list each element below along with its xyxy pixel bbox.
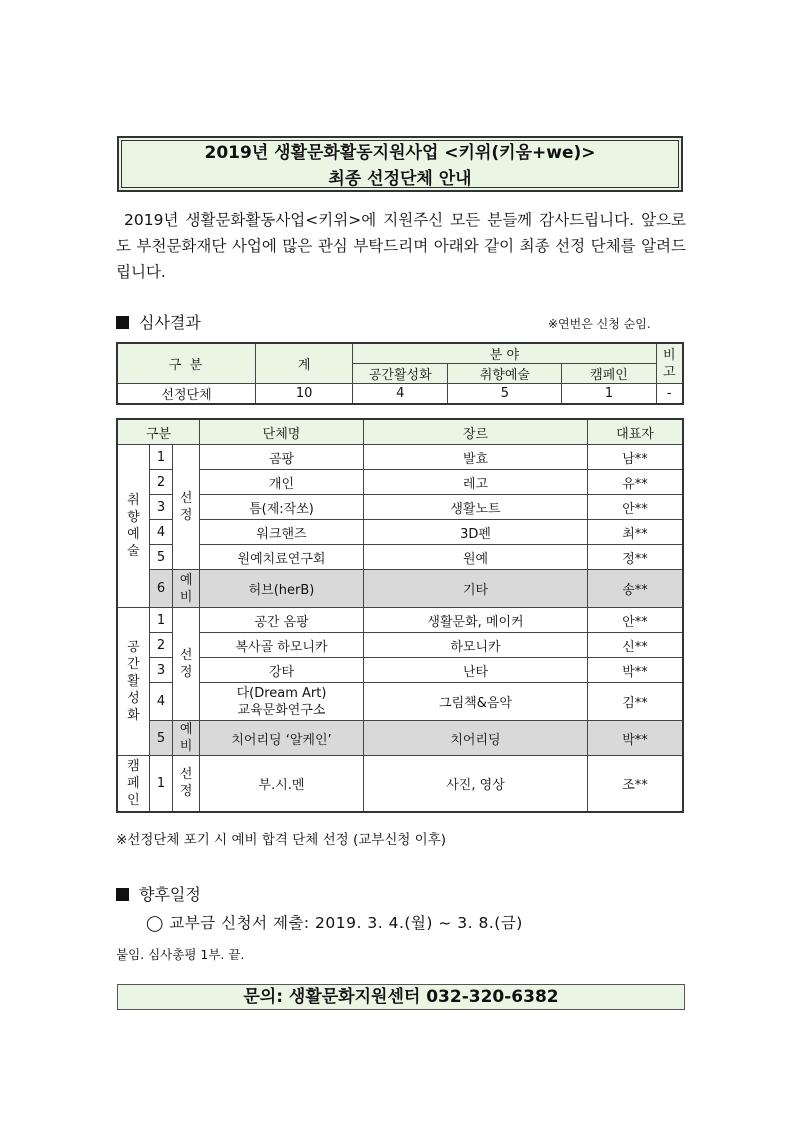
summary-table (116, 342, 684, 405)
summary-header-category: 구 분 (117, 343, 256, 384)
section-schedule-heading (116, 882, 201, 905)
status-reserve: 예 비 (173, 570, 200, 608)
row-number: 5 (149, 721, 173, 756)
schedule-item: ◯ 교부금 신청서 제출: 2019. 3. 4.(월) ~ 3. 8.(금) (146, 914, 523, 932)
representative: 남** (588, 445, 684, 470)
table-row (117, 608, 683, 633)
summary-row-value-2: 1 (562, 384, 656, 405)
status-selected: 선 정 (173, 608, 200, 721)
row-number: 1 (149, 445, 173, 470)
status-selected: 선 정 (173, 756, 200, 812)
row-number: 1 (149, 756, 173, 812)
title-line2: 최종 선정단체 안내 (328, 169, 472, 189)
square-bullet-icon (116, 316, 129, 329)
order-note: ※연번은 신청 순임. (548, 317, 651, 331)
detail-header-name: 단체명 (200, 419, 364, 445)
summary-row-total: 10 (256, 384, 353, 405)
group-name: 복사골 하모니카 (200, 633, 364, 658)
summary-header-remark: 비고 (656, 343, 683, 384)
genre: 발효 (364, 445, 588, 470)
table-row (117, 633, 683, 658)
group-label-taste-art: 취 향 예 술 (117, 445, 149, 608)
representative: 최** (588, 520, 684, 545)
representative: 안** (588, 495, 684, 520)
summary-header-total: 계 (256, 343, 353, 384)
group-name: 곰팡 (200, 445, 364, 470)
row-number: 4 (149, 683, 173, 721)
section-schedule-title: 향후일정 (139, 885, 201, 904)
table-row (117, 658, 683, 683)
row-number: 5 (149, 545, 173, 570)
row-number: 3 (149, 495, 173, 520)
table-row-reserve (117, 570, 683, 608)
row-number: 3 (149, 658, 173, 683)
representative: 유** (588, 470, 684, 495)
title-line1: 2019년 생활문화활동지원사업 <키위(키움+we)> (204, 143, 596, 163)
summary-field-0: 공간활성화 (353, 364, 448, 384)
row-number: 4 (149, 520, 173, 545)
detail-header-category: 구분 (117, 419, 200, 445)
summary-row-value-0: 4 (353, 384, 448, 405)
table-row (117, 520, 683, 545)
table-row (117, 470, 683, 495)
genre: 레고 (364, 470, 588, 495)
genre: 하모니카 (364, 633, 588, 658)
detail-table (116, 418, 684, 813)
genre: 3D펜 (364, 520, 588, 545)
attachment-note: 붙임. 심사총평 1부. 끝. (116, 947, 245, 962)
representative: 김** (588, 683, 684, 721)
table-row (117, 495, 683, 520)
group-name-line1: 다(Dream Art) (236, 685, 327, 701)
genre: 생활문화, 메이커 (364, 608, 588, 633)
group-name: 개인 (200, 470, 364, 495)
genre: 난타 (364, 658, 588, 683)
row-number: 2 (149, 470, 173, 495)
detail-header-rep: 대표자 (588, 419, 684, 445)
table-row (117, 683, 683, 721)
section-results-title: 심사결과 (139, 313, 201, 332)
group-name: 부.시.멘 (200, 756, 364, 812)
title-box (117, 136, 683, 192)
genre: 생활노트 (364, 495, 588, 520)
contact-box: 문의: 생활문화지원센터 032-320-6382 (117, 984, 685, 1010)
table-row (117, 545, 683, 570)
group-name-line2: 교육문화연구소 (237, 702, 326, 718)
intro-text: 2019년 생활문화활동사업<키위>에 지원주신 모든 분들께 감사드립니다. 앞으로도 부천문화재단 사업에 많은 관심 부탁드리며 아래와 같이 최종 선정 단체를 알려드립니다. (116, 211, 686, 281)
table-row (117, 756, 683, 812)
row-number: 6 (149, 570, 173, 608)
representative: 송** (588, 570, 684, 608)
genre: 사진, 영상 (364, 756, 588, 812)
group-name: 공간 옴팡 (200, 608, 364, 633)
group-name: 워크핸즈 (200, 520, 364, 545)
status-selected: 선 정 (173, 445, 200, 570)
group-label-campaign: 캠 페 인 (117, 756, 149, 812)
summary-field-2: 캠페인 (562, 364, 656, 384)
representative: 박** (588, 658, 684, 683)
genre: 치어리딩 (364, 721, 588, 756)
representative: 조** (588, 756, 684, 812)
status-reserve: 예 비 (173, 721, 200, 756)
summary-row-remark: - (656, 384, 683, 405)
group-name: 치어리딩 ‘알케인’ (200, 721, 364, 756)
intro-paragraph (116, 207, 686, 285)
summary-field-1: 취향예술 (448, 364, 562, 384)
representative: 안** (588, 608, 684, 633)
table-row (117, 445, 683, 470)
summary-row-value-1: 5 (448, 384, 562, 405)
row-number: 2 (149, 633, 173, 658)
row-number: 1 (149, 608, 173, 633)
group-name: 원예치료연구회 (200, 545, 364, 570)
summary-header-field: 분 야 (353, 343, 656, 364)
representative: 신** (588, 633, 684, 658)
group-name: 틈(제:작쏘) (200, 495, 364, 520)
group-label-space: 공 간 활 성 화 (117, 608, 149, 756)
group-name: 허브(herB) (200, 570, 364, 608)
representative: 정** (588, 545, 684, 570)
summary-row-label: 선정단체 (117, 384, 256, 405)
section-results-heading (116, 310, 201, 333)
group-name: 강타 (200, 658, 364, 683)
detail-header-genre: 장르 (364, 419, 588, 445)
table-row-reserve (117, 721, 683, 756)
group-name (200, 683, 364, 721)
representative: 박** (588, 721, 684, 756)
square-bullet-icon (116, 888, 129, 901)
genre: 기타 (364, 570, 588, 608)
genre: 그림책&음악 (364, 683, 588, 721)
genre: 원예 (364, 545, 588, 570)
footnote: ※선정단체 포기 시 예비 합격 단체 선정 (교부신청 이후) (116, 832, 447, 848)
